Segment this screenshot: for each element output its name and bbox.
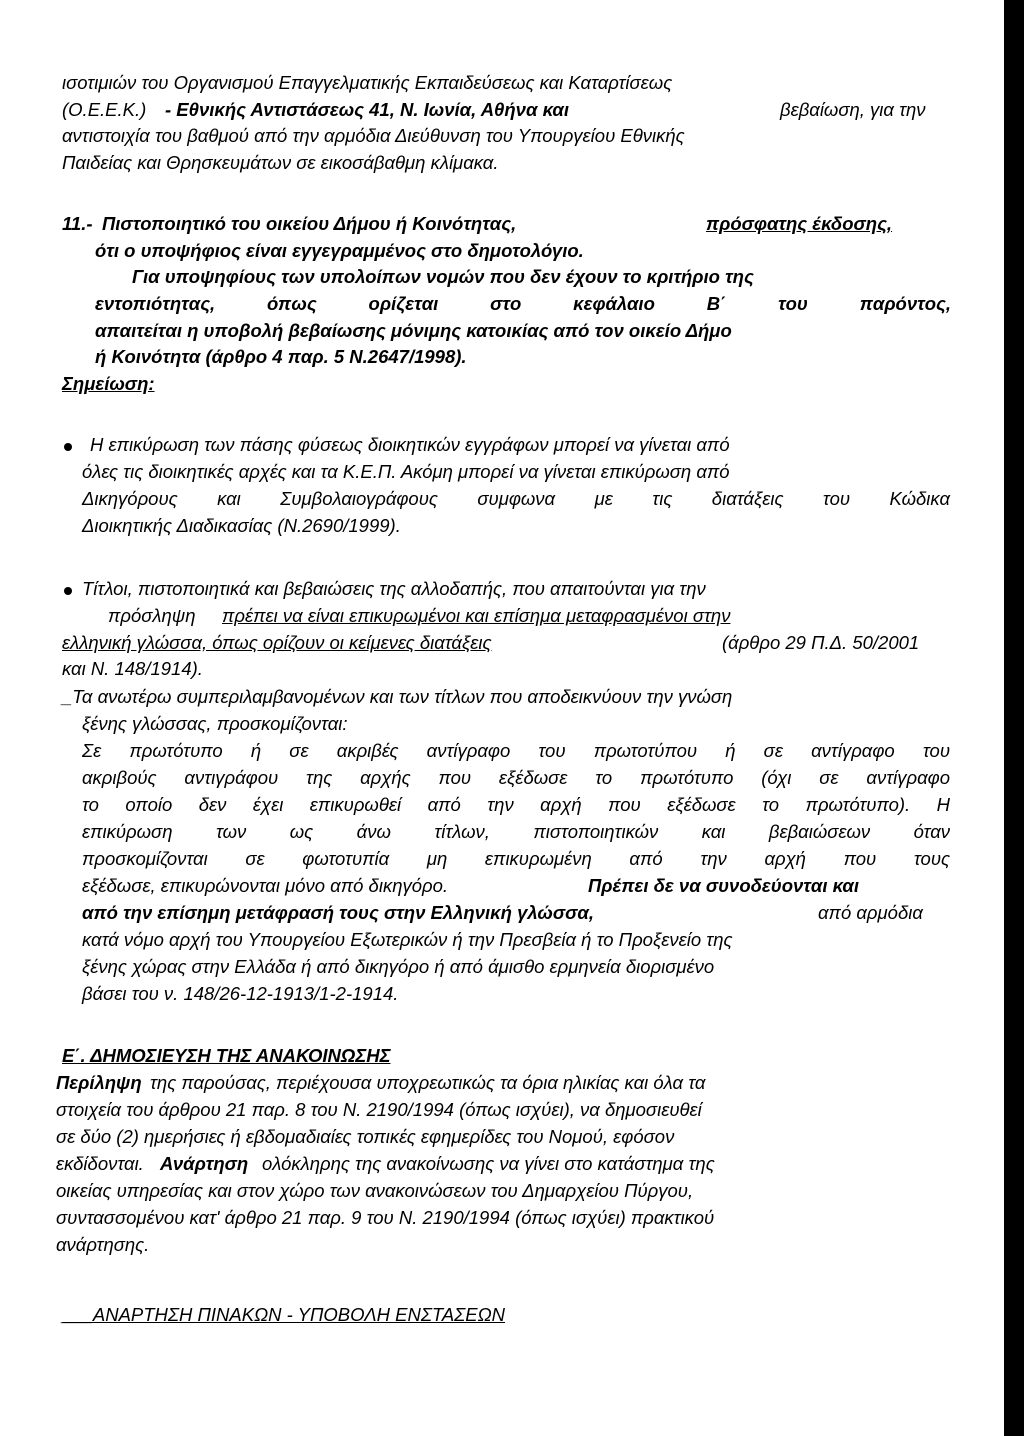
item-11-line-3: Για υποψηφίους των υπολοίπων νομών που δεν έχουν το κριτήριο της (132, 266, 754, 287)
intro-line-4: Παιδείας και Θρησκευμάτων σε εικοσάβαθμη κλίμακα. (62, 152, 499, 173)
section-e-line-3: σε δύο (2) ημερήσιες ή εβδομαδιαίες τοπικές εφημερίδες του Νομού, εφόσον (56, 1126, 675, 1147)
section-e-line-4a: εκδίδονται. (56, 1153, 144, 1174)
foreign-line-8b: Πρέπει δε να συνοδεύονται και (588, 875, 859, 896)
foreign-line-5: το οποίο δεν έχει επικυρωθεί από την αρχή που εξέδωσε το πρωτότυπο). Η (82, 794, 950, 815)
foreign-line-1: _Τα ανωτέρω συμπεριλαμβανομένων και των τίτλων που αποδεικνύουν την γνώση (62, 686, 733, 707)
foreign-line-7: προσκομίζονται σε φωτοτυπία μη επικυρωμένη από την αρχή που τους (82, 848, 950, 869)
intro-line-2a: (Ο.Ε.Ε.Κ.) (62, 99, 147, 120)
bullet-2-line-2a: πρόσληψη (108, 605, 196, 626)
bullet-2-line-1: Τίτλοι, πιστοποιητικά και βεβαιώσεις της αλλοδαπής, που απαιτούνται για την (82, 578, 706, 599)
foreign-line-8a: εξέδωσε, επικυρώνονται μόνο από δικηγόρο. (82, 875, 449, 896)
foreign-line-6: επικύρωση των ως άνω τίτλων, πιστοποιητικών και βεβαιώσεων όταν (82, 821, 950, 842)
note-label: Σημείωση: (62, 373, 155, 394)
item-11-number: 11.- (62, 213, 93, 234)
foreign-line-12: βάσει του ν. 148/26-12-1913/1-2-1914. (82, 983, 399, 1004)
section-e-line-5: οικείας υπηρεσίας και στον χώρο των ανακοινώσεων του Δημαρχείου Πύργου, (56, 1180, 694, 1201)
section-e-line-1a: Περίληψη (56, 1072, 142, 1093)
section-e-line-4b: Ανάρτηση (160, 1153, 249, 1174)
foreign-line-4: ακριβούς αντιγράφου της αρχής που εξέδωσε το πρωτότυπο (όχι σε αντίγραφο (82, 767, 950, 788)
section-e-line-2: στοιχεία του άρθρου 21 παρ. 8 του Ν. 2190/1994 (όπως ισχύει), να δημοσιευθεί (56, 1099, 702, 1120)
bullet-1-line-2: όλες τις διοικητικές αρχές και τα Κ.Ε.Π. Ακόμη μπορεί να γίνεται επικύρωση από (82, 461, 730, 482)
section-e-line-7: ανάρτησης. (56, 1234, 150, 1255)
intro-line-2b: - Εθνικής Αντιστάσεως 41, Ν. Ιωνία, Αθήνα και (165, 99, 569, 120)
bullet-2-line-4: και Ν. 148/1914). (62, 658, 203, 679)
bullet-1-line-3: Δικηγόρους και Συμβολαιογράφους συμφωνα με τις διατάξεις του Κώδικα (82, 488, 950, 509)
section-e-line-6: συντασσομένου κατ' άρθρο 21 παρ. 9 του Ν. 2190/1994 (όπως ισχύει) πρακτικού (56, 1207, 715, 1228)
scan-edge-right (1004, 0, 1024, 1436)
bullet-dot-1 (64, 443, 72, 451)
bullet-2-line-2b: πρέπει να είναι επικυρωμένοι και επίσημα μεταφρασμένοι στην (222, 605, 731, 626)
item-11-line-4: εντοπιότητας, όπως ορίζεται στο κεφάλαιο Β΄ του παρόντος, (95, 293, 951, 314)
bullet-dot-2 (64, 587, 72, 595)
bullet-2-line-3a: ελληνική γλώσσα, όπως ορίζουν οι κείμενες διατάξεις (62, 632, 492, 653)
item-11-line-5: απαιτείται η υποβολή βεβαίωσης μόνιμης κατοικίας από τον οικείο Δήμο (95, 320, 732, 341)
section-e-line-1b: της παρούσας, περιέχουσα υποχρεωτικώς τα όρια ηλικίας και όλα τα (150, 1072, 706, 1093)
foreign-line-10: κατά νόμο αρχή του Υπουργείου Εξωτερικών ή την Πρεσβεία ή το Προξενείο της (82, 929, 733, 950)
item-11-line-1b: πρόσφατης έκδοσης, (706, 213, 893, 234)
item-11-line-1a: Πιστοποιητικό του οικείου Δήμου ή Κοινότητας, (102, 213, 517, 234)
foreign-line-2: ξένης γλώσσας, προσκομίζονται: (82, 713, 348, 734)
bullet-1-line-4: Διοικητικής Διαδικασίας (Ν.2690/1999). (82, 515, 401, 536)
section-e-heading: Ε΄. ΔΗΜΟΣΙΕΥΣΗ ΤΗΣ ΑΝΑΚΟΙΝΩΣΗΣ (62, 1045, 391, 1066)
intro-line-2c: βεβαίωση, για την (780, 99, 926, 120)
item-11-line-2: ότι ο υποψήφιος είναι εγγεγραμμένος στο δημοτολόγιο. (95, 240, 584, 261)
item-11-line-6: ή Κοινότητα (άρθρο 4 παρ. 5 Ν.2647/1998). (95, 346, 467, 367)
section-e-line-4c: ολόκληρης της ανακοίνωσης να γίνει στο κατάστημα της (262, 1153, 715, 1174)
foreign-line-9b: από αρμόδια (818, 902, 923, 923)
intro-line-1: ισοτιμιών του Οργανισμού Επαγγελματικής Εκπαιδεύσεως και Καταρτίσεως (62, 72, 673, 93)
foreign-line-11: ξένης χώρας στην Ελλάδα ή από δικηγόρο ή από άμισθο ερμηνεία διορισμένο (82, 956, 715, 977)
bullet-1-line-1: Η επικύρωση των πάσης φύσεως διοικητικών εγγράφων μπορεί να γίνεται από (90, 434, 730, 455)
foreign-line-3: Σε πρωτότυπο ή σε ακριβές αντίγραφο του πρωτοτύπου ή σε αντίγραφο του (82, 740, 950, 761)
footer-heading: ___ΑΝΑΡΤΗΣΗ ΠΙΝΑΚΩΝ - ΥΠΟΒΟΛΗ ΕΝΣΤΑΣΕΩΝ (62, 1304, 506, 1325)
foreign-line-9a: από την επίσημη μετάφρασή τους στην Ελληνική γλώσσα, (82, 902, 594, 923)
bullet-2-line-3b: (άρθρο 29 Π.Δ. 50/2001 (722, 632, 920, 653)
intro-line-3: αντιστοιχία του βαθμού από την αρμόδια Διεύθυνση του Υπουργείου Εθνικής (62, 125, 685, 146)
